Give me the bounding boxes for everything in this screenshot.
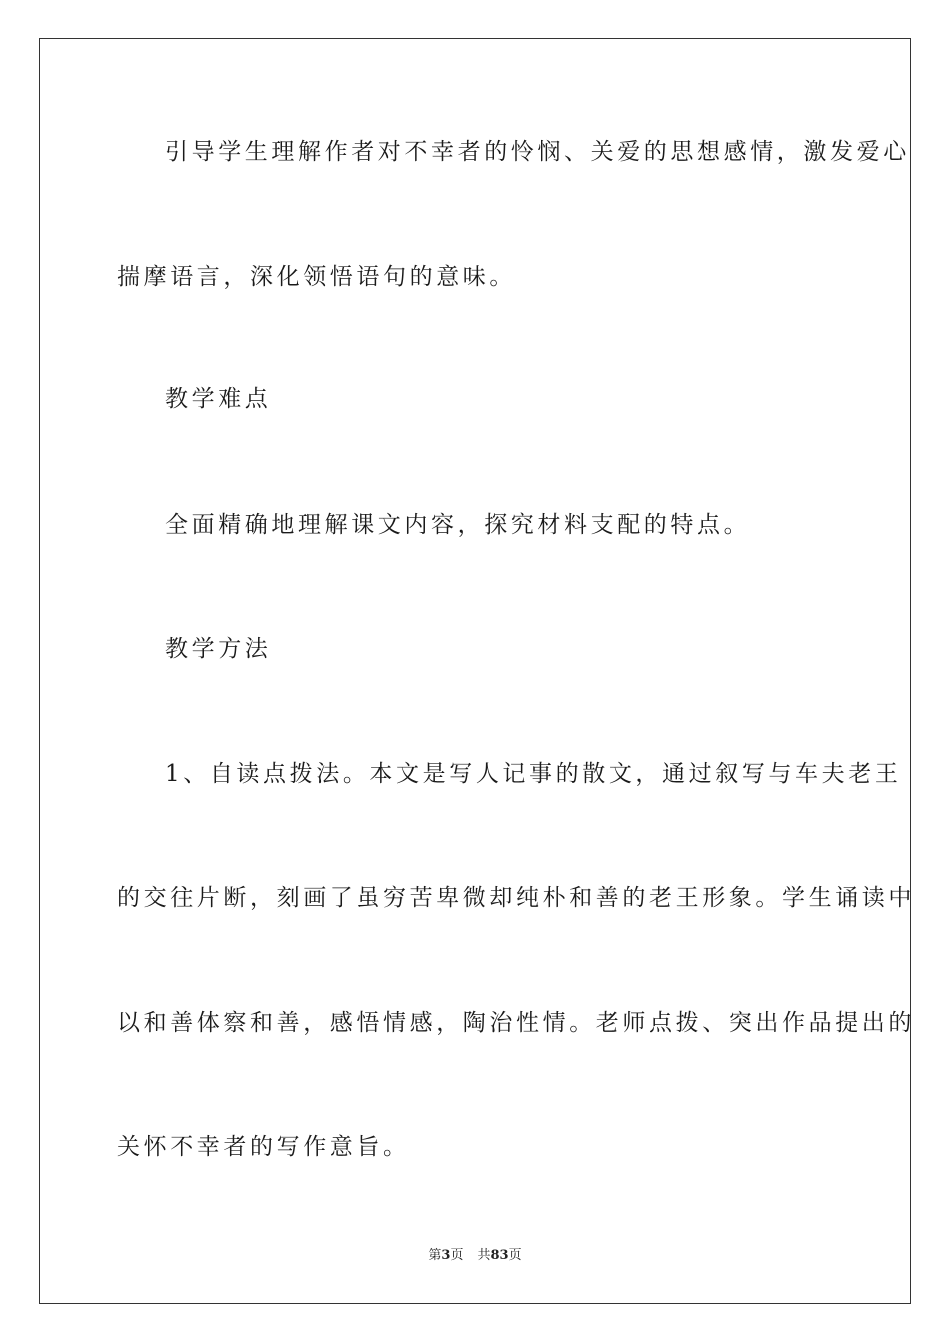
footer-page-number: 3 [441, 1248, 451, 1263]
footer-page-prefix: 第 [428, 1248, 442, 1263]
footer-total-prefix: 共 [477, 1248, 491, 1263]
paragraph-method-line-3: 以和善体察和善，感悟情感，陶治性情。老师点拨、突出作品提出的 [117, 1010, 915, 1036]
footer-total-suffix: 页 [508, 1248, 522, 1263]
page-footer [0, 1247, 950, 1265]
paragraph-objective-2: 揣摩语言，深化领悟语句的意味。 [117, 264, 516, 290]
paragraph-method-line-1: 1、自读点拨法。本文是写人记事的散文，通过叙写与车夫老王 [165, 761, 902, 787]
heading-teaching-difficulty: 教学难点 [165, 386, 272, 412]
paragraph-method-line-2: 的交往片断，刻画了虽穷苦卑微却纯朴和善的老王形象。学生诵读中 [117, 885, 915, 911]
paragraph-objective: 引导学生理解作者对不幸者的怜悯、关爱的思想感情，激发爱心 [165, 139, 910, 165]
footer-page-suffix: 页 [450, 1248, 464, 1263]
page-border [39, 38, 915, 1304]
heading-teaching-method: 教学方法 [165, 636, 272, 662]
paragraph-method-line-4: 关怀不幸者的写作意旨。 [117, 1134, 410, 1160]
footer-total-pages: 83 [490, 1248, 509, 1263]
paragraph-difficulty: 全面精确地理解课文内容，探究材料支配的特点。 [165, 512, 751, 538]
